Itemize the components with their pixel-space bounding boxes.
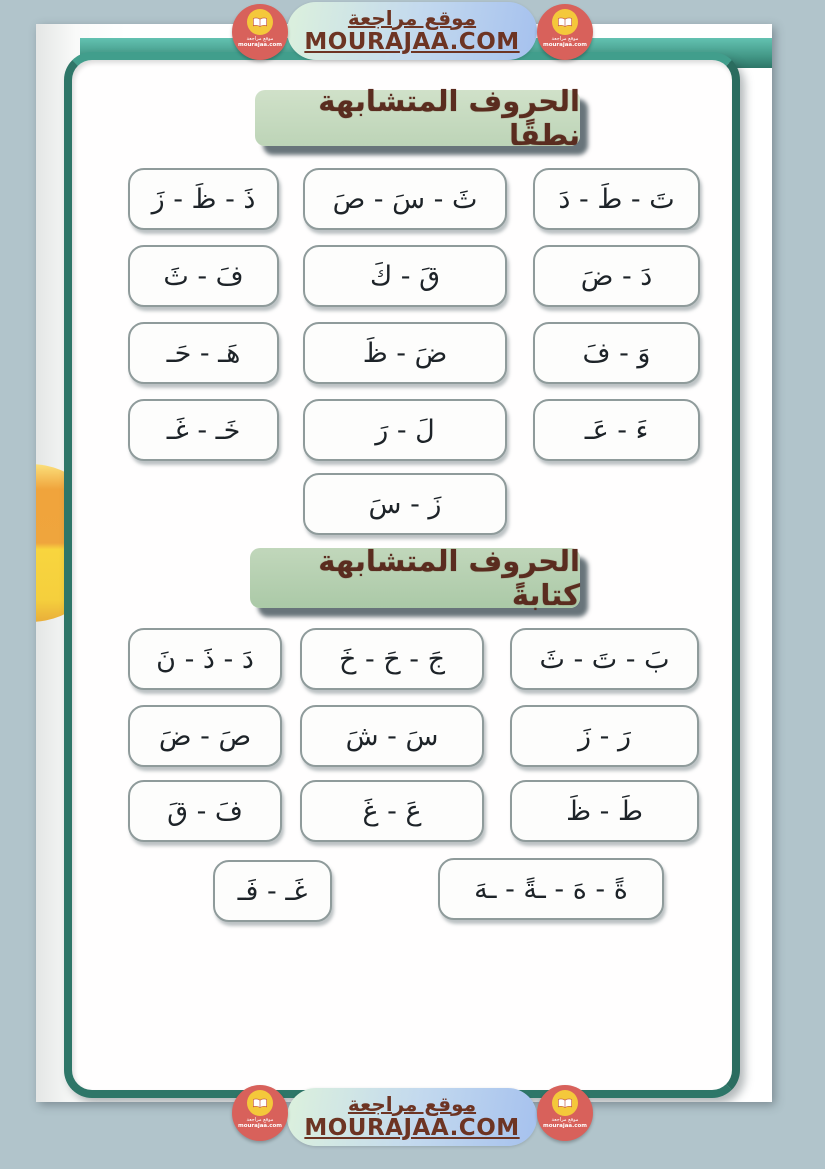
letter-group-box: صَ - ضَ [128, 705, 282, 767]
logo-domain-text: mourajaa.com [237, 42, 283, 48]
logo-name-text: موقع مراجعة [551, 36, 579, 42]
site-banner-pill [287, 1088, 537, 1146]
logo-name-text: موقع مراجعة [551, 1117, 579, 1123]
letter-group-box: ضَ - ظَ [303, 322, 507, 384]
site-domain-link[interactable]: MOURAJAA.COM [304, 28, 520, 55]
letter-group-box: فَ - ثَ [128, 245, 279, 307]
letter-group-box: وَ - فَ [533, 322, 700, 384]
letter-group-box: هَـ - حَـ [128, 322, 279, 384]
letter-group-box: ءَ - عَـ [533, 399, 700, 461]
logo-domain-text: mourajaa.com [542, 42, 588, 48]
site-name-arabic-link[interactable]: موقع مراجعة [347, 5, 477, 30]
worksheet-page [36, 24, 772, 1102]
letter-group-box: رَ - زَ [510, 705, 699, 767]
site-footer [0, 1080, 825, 1152]
logo-name-text: موقع مراجعة [246, 1117, 274, 1123]
letter-group-box: ةً - هَ - ـةً - ـهَ [438, 858, 664, 920]
letter-group-box: لَ - رَ [303, 399, 507, 461]
book-icon [552, 9, 578, 35]
book-icon [552, 1090, 578, 1116]
site-domain-link[interactable]: MOURAJAA.COM [304, 1114, 520, 1141]
letter-group-box: بَ - تَ - ثَ [510, 628, 699, 690]
letter-group-box: سَ - شَ [300, 705, 484, 767]
letter-group-box: ذَ - ظَ - زَ [128, 168, 279, 230]
letter-group-box: فَ - قَ [128, 780, 282, 842]
letter-group-box: ثَ - سَ - صَ [303, 168, 507, 230]
letter-group-box: تَ - طَ - دَ [533, 168, 700, 230]
letter-group-box: عَ - غَ [300, 780, 484, 842]
site-name-arabic-link[interactable]: موقع مراجعة [347, 1091, 477, 1116]
letter-group-box: خَـ - غَـ [128, 399, 279, 461]
logo-domain-text: mourajaa.com [542, 1123, 588, 1129]
letter-group-box: زَ - سَ [303, 473, 507, 535]
site-header [0, 0, 825, 72]
letter-group-box: دَ - ضَ [533, 245, 700, 307]
logo-name-text: موقع مراجعة [246, 36, 274, 42]
section-title-pronunciation: الحروف المتشابهة نطقًا [255, 90, 580, 146]
letter-group-box: جَ - حَ - خَ [300, 628, 484, 690]
letter-group-box: غَـ - فَـ [213, 860, 332, 922]
logo-domain-text: mourajaa.com [237, 1123, 283, 1129]
site-logo-right [537, 1085, 593, 1141]
book-icon [247, 1090, 273, 1116]
letter-group-box: دَ - ذَ - نَ [128, 628, 282, 690]
site-logo-left [232, 4, 288, 60]
site-banner-pill [287, 2, 537, 60]
letter-group-box: قَ - كَ [303, 245, 507, 307]
book-icon [247, 9, 273, 35]
section-title-writing: الحروف المتشابهة كتابةً [250, 548, 580, 608]
site-logo-right [537, 4, 593, 60]
site-logo-left [232, 1085, 288, 1141]
letter-group-box: طَ - ظَ [510, 780, 699, 842]
